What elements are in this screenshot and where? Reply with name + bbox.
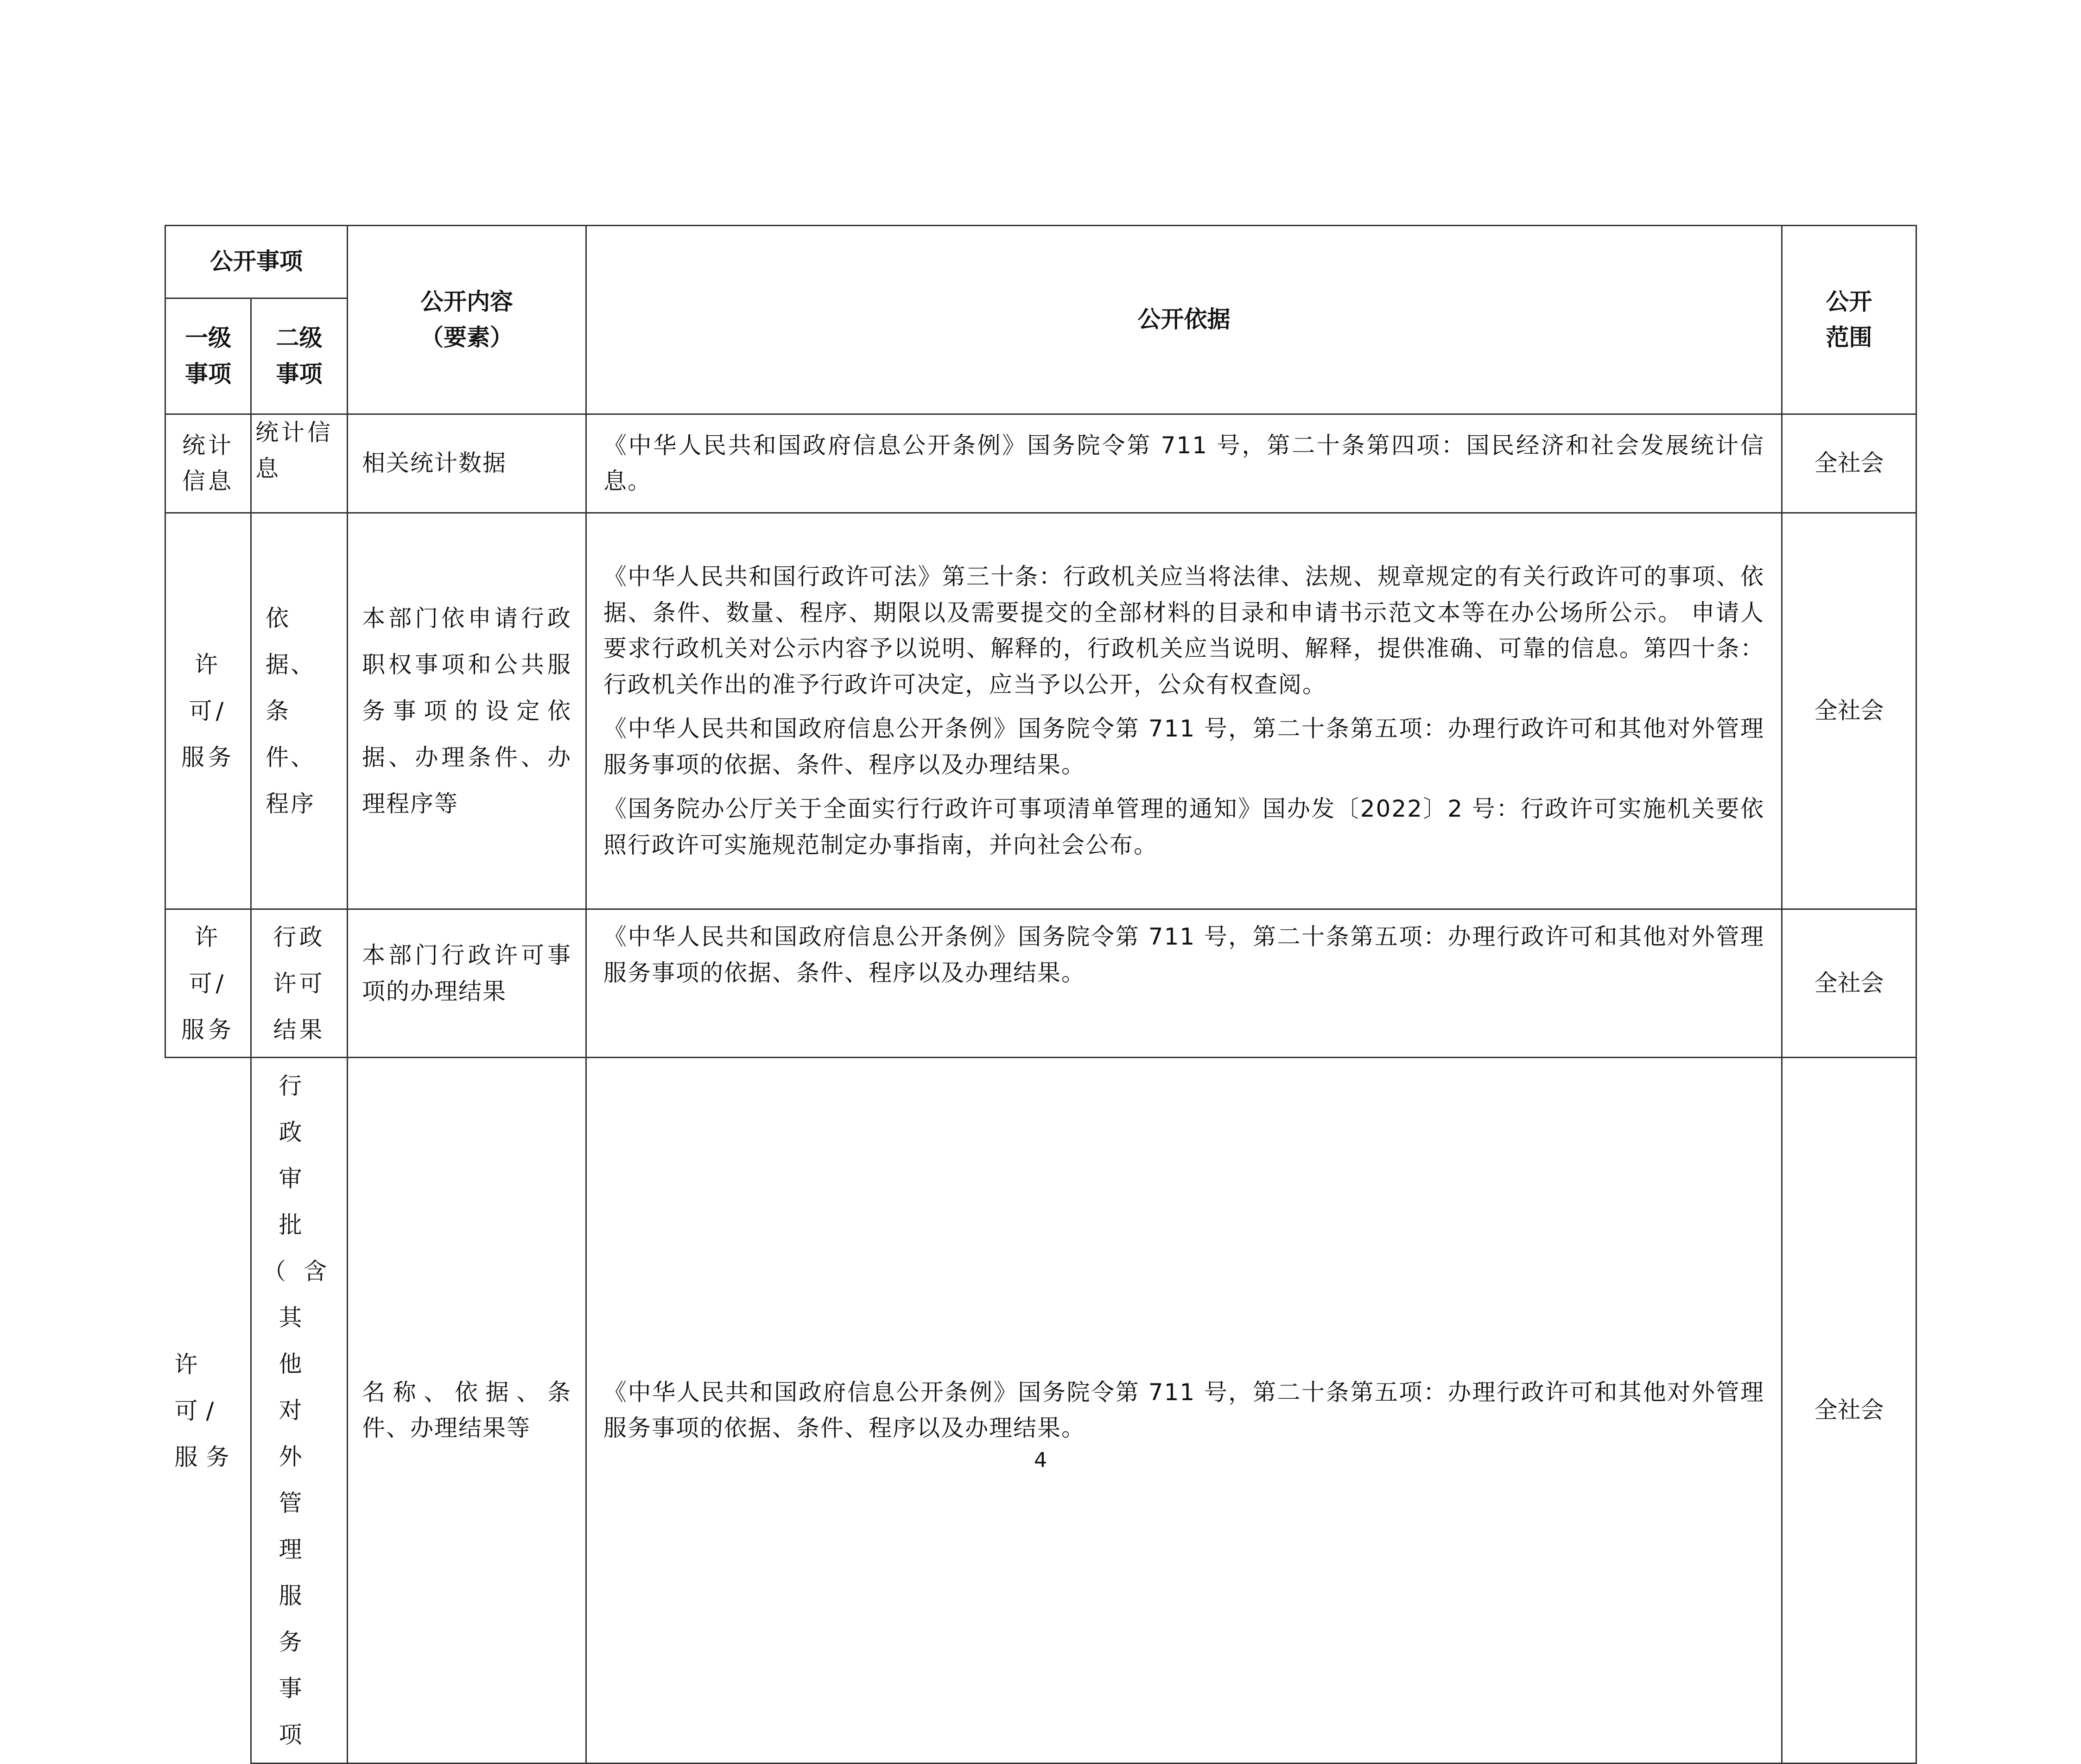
row-scope: 全社会 — [1782, 1058, 1916, 1764]
row-level2: 依据、条件、程序 — [251, 513, 348, 909]
basis-paragraph: 《中华人民共和国政府信息公开条例》国务院令第 711 号，第二十条第四项：国民经济和社会发展统计信息。 — [603, 431, 1764, 495]
header-content-line1: 公开内容 — [420, 288, 513, 315]
table-row — [165, 1058, 1916, 1764]
header-public-items: 公开事项 — [165, 226, 348, 298]
row-level2: 行政审批（含其他对外管理服务事项 — [251, 1058, 348, 1764]
row-level2: 统计信息 — [251, 414, 348, 513]
page-number: 4 — [1034, 1448, 1047, 1472]
header-level1: 一级事项 — [165, 298, 251, 414]
header-row-top — [165, 226, 1916, 298]
header-level2: 二级事项 — [251, 298, 348, 414]
table-row — [165, 909, 1916, 1058]
row-level1: 统计信息 — [165, 414, 251, 513]
header-basis: 公开依据 — [586, 226, 1782, 414]
row-basis — [586, 1058, 1782, 1764]
basis-paragraph: 《中华人民共和国政府信息公开条例》国务院令第 711 号，第二十条第五项：办理行政许可和其他对外管理服务事项的依据、条件、程序以及办理结果。 — [603, 1378, 1764, 1441]
row-basis — [586, 513, 1782, 909]
basis-paragraph: 《中华人民共和国政府信息公开条例》国务院令第 711 号，第二十条第五项：办理行政许可和其他对外管理服务事项的依据、条件、程序以及办理结果。 — [603, 923, 1764, 986]
row-content: 本部门依申请行政职权事项和公共服务事项的设定依据、办理条件、办理程序等 — [348, 513, 586, 909]
basis-paragraph: 《中华人民共和国政府信息公开条例》国务院令第 711 号，第二十条第五项：办理行政许可和其他对外管理服务事项的依据、条件、程序以及办理结果。 — [603, 715, 1764, 778]
header-scope-line2: 范围 — [1826, 324, 1872, 351]
row-level1: 许可/服务 — [165, 1058, 251, 1764]
table-row — [165, 513, 1916, 909]
row-scope: 全社会 — [1782, 909, 1916, 1058]
row-content: 本部门行政许可事项的办理结果 — [348, 909, 586, 1058]
row-scope: 全社会 — [1782, 414, 1916, 513]
row-basis — [586, 909, 1782, 1058]
row-basis — [586, 414, 1782, 513]
header-content — [348, 226, 586, 414]
disclosure-table — [165, 225, 1917, 1764]
basis-paragraph: 《国务院办公厅关于全面实行行政许可事项清单管理的通知》国办发〔2022〕2 号：行政许可实施机关要依照行政许可实施规范制定办事指南，并向社会公布。 — [603, 795, 1764, 858]
row-content: 名称、依据、条件、办理结果等 — [348, 1058, 586, 1764]
basis-paragraph: 《中华人民共和国行政许可法》第三十条：行政机关应当将法律、法规、规章规定的有关行政许可的事项、依据、条件、数量、程序、期限以及需要提交的全部材料的目录和申请书示范文本等在办公场所公示。 申请人要求行政机关对公示内容予以说明、解释的，行政机关应当说明、解释，提供准确、可靠的信息。第四十条：行政机关作出的准予行政许可决定，应当予以公开，公众有权查阅。 — [603, 563, 1764, 698]
row-content: 相关统计数据 — [348, 414, 586, 513]
table-row — [165, 414, 1916, 513]
row-level1: 许可/服务 — [165, 909, 251, 1058]
row-scope: 全社会 — [1782, 513, 1916, 909]
row-level1: 许可/服务 — [165, 513, 251, 909]
row-level2: 行政许可结果 — [251, 909, 348, 1058]
header-scope — [1782, 226, 1916, 414]
header-content-line2: （要素） — [420, 324, 513, 351]
header-scope-line1: 公开 — [1826, 288, 1872, 315]
